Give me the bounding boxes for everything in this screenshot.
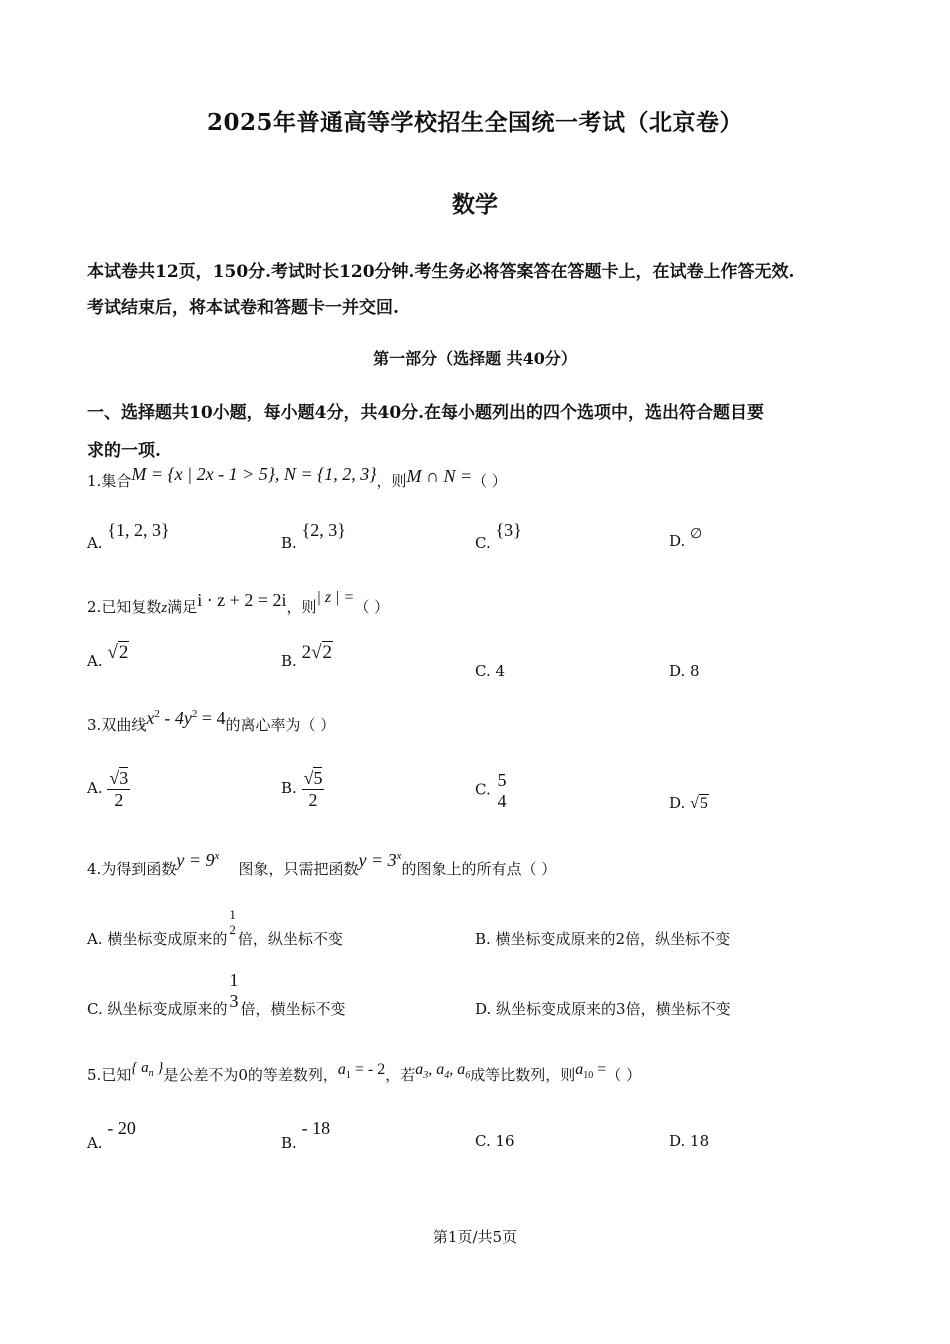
question-text: 已知复数 [101, 598, 162, 616]
option-a[interactable] [87, 520, 170, 553]
question-blank: （ ） [606, 1066, 642, 1084]
question-text: ，则 [376, 472, 407, 490]
option-a[interactable] [87, 642, 129, 672]
numerator: 1 [229, 970, 239, 990]
option-fraction: $\frac{√3}{2}$ [109, 768, 129, 810]
math-expression: $a_3$, $a_4$, $a_6$ [415, 1061, 471, 1082]
question-text: 成等比数列，则 [470, 1066, 576, 1084]
option-d[interactable] [669, 527, 703, 551]
option-math: {1, 2, 3} [107, 520, 170, 540]
question-text: 已知 [101, 1066, 132, 1084]
math-expression: M = {x | 2x - 1 > 5}, N = {1, 2, 3} [131, 464, 377, 484]
question-text: ，若 [385, 1066, 416, 1084]
option-math: √2 [107, 642, 129, 663]
option-fraction [227, 908, 238, 938]
option-fraction [496, 770, 509, 811]
math-expression: M ∩ N = [406, 466, 473, 486]
option-math: √5 [690, 795, 708, 812]
denominator: 2 [229, 921, 236, 937]
math-part: = 4 [197, 708, 226, 728]
math-exponent: 2 [191, 708, 198, 720]
option-math: - 18 [301, 1118, 331, 1138]
option-text: 倍，横坐标不变 [240, 1000, 346, 1018]
math-part: a [337, 1061, 346, 1078]
question-blank: （ ） [472, 472, 507, 490]
option-a[interactable] [87, 907, 343, 948]
part-title: 第一部分（选择题 共40分） [373, 349, 577, 368]
question-text: 双曲线 [101, 716, 147, 734]
option-math: {2, 3} [301, 520, 346, 540]
instructions-line-1: 本试卷共12页，150分.考试时长120分钟.考生务必将答案答在答题卡上，在试卷上作答无效. [87, 262, 795, 282]
option-c[interactable] [87, 970, 346, 1018]
radicand: 3 [119, 768, 129, 788]
math-expression: | z | = [316, 589, 355, 606]
option-label: A. [87, 652, 103, 670]
option-label: C. [475, 780, 491, 799]
numerator: 5 [497, 770, 507, 790]
math-subscript: 4 [444, 1070, 450, 1082]
math-part: { a [131, 1060, 149, 1076]
option-label: D. [669, 794, 686, 812]
question-text: 满足 [167, 598, 198, 616]
radicand: 2 [118, 642, 129, 663]
option-label: B. [281, 652, 297, 670]
question-number: 2. [87, 598, 102, 616]
denominator: 4 [497, 790, 507, 811]
option-b[interactable] [281, 520, 346, 553]
option-label: B. [281, 534, 297, 552]
math-part: a [415, 1061, 424, 1078]
option-c[interactable] [475, 770, 509, 811]
option-math: ∅ [690, 527, 703, 542]
radicand: 2 [322, 642, 333, 663]
option-math: {3} [495, 520, 522, 540]
math-part: a [436, 1061, 445, 1078]
option-c[interactable] [475, 520, 522, 553]
option-d[interactable]: D. 18 [669, 1132, 710, 1150]
math-part: y = 9 [176, 850, 215, 870]
math-part: a [457, 1061, 466, 1078]
option-c[interactable]: C. 4 [475, 662, 506, 680]
question-blank: （ ） [354, 598, 390, 616]
math-expression [575, 1061, 607, 1082]
radicand: 5 [313, 768, 323, 788]
question-text: 是公差不为0的等差数列， [163, 1066, 338, 1084]
coefficient: 2 [301, 642, 312, 663]
subject-title: 数学 [452, 191, 498, 218]
math-expression [358, 850, 401, 870]
math-subscript: n [148, 1068, 154, 1079]
question-text: 集合 [101, 472, 132, 490]
option-b[interactable] [281, 642, 333, 672]
math-expression [176, 850, 219, 870]
option-fraction [227, 970, 240, 1011]
option-text: 倍，纵坐标不变 [237, 930, 343, 948]
question-text: 图象，只需把函数 [238, 860, 359, 878]
question-2 [87, 589, 390, 617]
question-text: 为得到函数 [101, 860, 177, 878]
option-a[interactable] [87, 1118, 136, 1152]
question-number: 1. [87, 472, 102, 490]
math-expression: i · z + 2 = 2i [197, 590, 287, 610]
question-text: ，则 [286, 598, 317, 616]
math-part: = - 2 [350, 1061, 386, 1078]
math-part: y = 3 [358, 850, 397, 870]
math-var: x [146, 708, 155, 728]
math-part: a [575, 1061, 584, 1078]
question-5 [87, 1060, 642, 1087]
math-expression [337, 1061, 386, 1082]
option-label: C. [475, 534, 491, 552]
option-math: - 20 [107, 1118, 136, 1138]
variable: z [161, 600, 168, 616]
option-a[interactable] [87, 768, 130, 810]
option-b[interactable] [281, 768, 324, 810]
denominator: 3 [229, 990, 239, 1011]
exam-title: 2025年普通高等学校招生全国统一考试（北京卷） [206, 109, 743, 136]
option-d[interactable]: D. 纵坐标变成原来的3倍，横坐标不变 [475, 1000, 731, 1018]
math-exponent: 2 [154, 708, 160, 720]
option-label: A. [87, 1134, 103, 1152]
math-exponent: x [396, 850, 402, 862]
option-text: A. 横坐标变成原来的 [87, 930, 228, 948]
denominator: 2 [308, 789, 318, 810]
math-subscript: 3 [423, 1070, 429, 1082]
instructions-line-2: 考试结束后，将本试卷和答题卡一并交回. [87, 298, 399, 318]
page-footer: 第1页/共5页 [432, 1228, 518, 1246]
question-1 [87, 464, 507, 491]
section-heading-line-2: 求的一项. [87, 441, 161, 461]
math-subscript: 6 [465, 1070, 471, 1082]
option-label: D. [669, 532, 686, 550]
radicand: 5 [699, 795, 708, 812]
option-label: A. [87, 534, 103, 552]
option-math: 2√2 [301, 642, 333, 663]
math-part: } [153, 1060, 164, 1076]
option-label: A. [87, 779, 103, 798]
math-exponent: x [214, 850, 220, 862]
question-number: 5. [87, 1066, 102, 1084]
math-expression [146, 708, 225, 728]
section-heading-line-1: 一、选择题共10小题，每小题4分，共40分.在每小题列出的四个选项中，选出符合题目要 [87, 403, 765, 423]
math-part: = [593, 1061, 607, 1078]
math-subscript: 1 [345, 1070, 351, 1082]
option-b[interactable] [281, 1118, 331, 1152]
question-text: 的图象上的所有点（ ） [401, 860, 557, 878]
option-label: B. [281, 1134, 297, 1152]
question-3 [87, 708, 336, 735]
option-text: C. 纵坐标变成原来的 [87, 1000, 228, 1018]
question-text: 的离心率为（ ） [225, 716, 336, 734]
question-number: 4. [87, 860, 102, 878]
option-d[interactable]: D. 8 [669, 662, 700, 680]
option-fraction: $\frac{√5}{2}$ [303, 768, 323, 810]
math-part: - 4y [159, 708, 192, 728]
math-subscript: 10 [583, 1070, 594, 1082]
question-number: 3. [87, 716, 102, 734]
question-4 [87, 850, 557, 879]
option-c[interactable]: C. 16 [475, 1132, 515, 1150]
math-expression [131, 1060, 164, 1079]
option-d[interactable] [669, 794, 709, 813]
denominator: 2 [114, 789, 124, 810]
option-label: B. [281, 779, 297, 798]
numerator: 1 [229, 907, 236, 922]
option-b[interactable]: B. 横坐标变成原来的2倍，纵坐标不变 [475, 930, 731, 948]
